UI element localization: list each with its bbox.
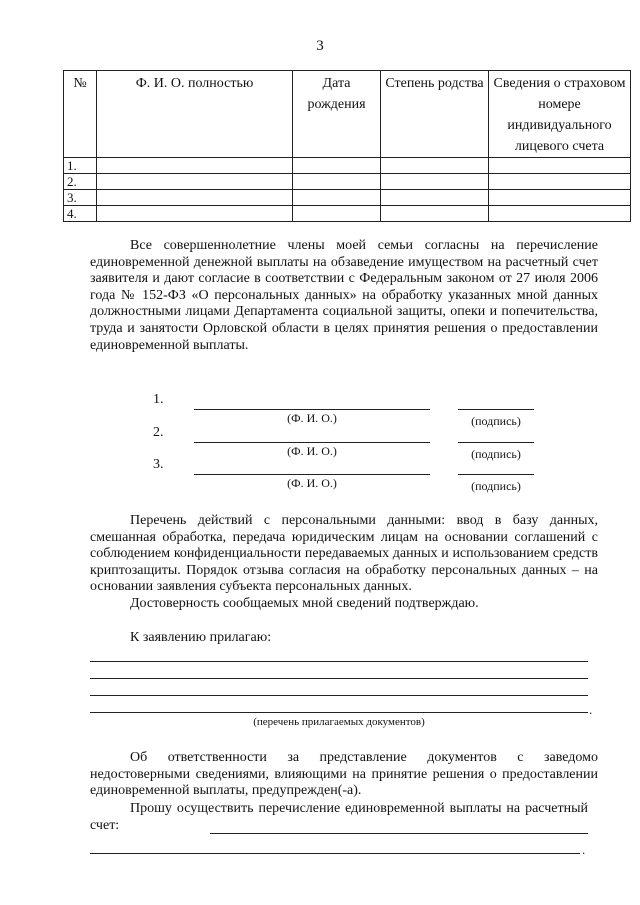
- signature-line[interactable]: [458, 474, 534, 475]
- relationship-cell[interactable]: [381, 158, 489, 174]
- table-row: [64, 206, 631, 222]
- responsibility-paragraph: Об ответственности за представление документов с заведомо недостоверными сведениями, влияющими на принятие решения о предоставлении единовременной выплаты, предупрежден(-а).: [90, 750, 598, 799]
- header-relationship: Степень родства: [381, 71, 489, 158]
- signature-caption: (подпись): [471, 447, 521, 461]
- signature-row-3: [0, 457, 640, 497]
- page-number: 3: [316, 38, 324, 54]
- signature-number: 3.: [153, 457, 164, 472]
- fio-cell[interactable]: [97, 190, 293, 206]
- birth-date-cell[interactable]: [293, 190, 381, 206]
- relationship-cell[interactable]: [381, 190, 489, 206]
- attachments-label: К заявлению прилагаю:: [130, 630, 272, 645]
- birth-date-cell[interactable]: [293, 158, 381, 174]
- fio-line[interactable]: [194, 474, 430, 475]
- signature-number: 1.: [153, 392, 164, 407]
- insurance-cell[interactable]: [489, 174, 631, 190]
- row-number: 1.: [64, 158, 97, 174]
- signature-caption: (подпись): [471, 414, 521, 428]
- table-row: [64, 174, 631, 190]
- consent-paragraph: Все совершеннолетние члены моей семьи согласны на перечисление единовременной денежной выплаты на обзаведение имуществом на расчетный счет заявителя и дают согласие в соответствии с Федеральным законом от 27 июля 2006 года № 152-ФЗ «О персональных данных» на обработку указанных мной данных должностными лицами Департамента социальной защиты, опеки и попечительства, труда и занятости Орловской области в целях принятия решения о предоставлении единовременной выплаты.: [90, 238, 598, 353]
- fio-cell[interactable]: [97, 206, 293, 222]
- account-end-dot: .: [582, 842, 586, 857]
- fio-line[interactable]: [194, 409, 430, 410]
- row-number: 4.: [64, 206, 97, 222]
- table-row: [64, 190, 631, 206]
- account-request: [90, 800, 598, 860]
- attachment-line-2[interactable]: [90, 678, 588, 679]
- attachment-line-3[interactable]: [90, 695, 588, 696]
- row-number: 2.: [64, 174, 97, 190]
- fio-caption: (Ф. И. О.): [287, 411, 337, 425]
- fio-caption: (Ф. И. О.): [287, 476, 337, 490]
- signature-caption: (подпись): [471, 479, 521, 493]
- request-text: Прошу осуществить перечисление единовременной выплаты на расчетный счет:: [90, 801, 588, 833]
- header-number: №: [64, 71, 97, 158]
- header-full-name: Ф. И. О. полностью: [97, 71, 293, 158]
- insurance-cell[interactable]: [489, 158, 631, 174]
- header-birth-date: Дата рождения: [293, 71, 381, 158]
- birth-date-cell[interactable]: [293, 174, 381, 190]
- insurance-cell[interactable]: [489, 206, 631, 222]
- reliability-statement: Достоверность сообщаемых мной сведений подтверждаю.: [130, 596, 479, 611]
- insurance-cell[interactable]: [489, 190, 631, 206]
- table-header-row: [64, 71, 631, 158]
- fio-cell[interactable]: [97, 174, 293, 190]
- account-line-2[interactable]: [90, 853, 580, 854]
- row-number: 3.: [64, 190, 97, 206]
- attachment-line-1[interactable]: [90, 661, 588, 662]
- relationship-cell[interactable]: [381, 174, 489, 190]
- account-line-1[interactable]: [210, 833, 588, 834]
- family-members-table: [63, 70, 631, 222]
- attachment-line-4[interactable]: [90, 712, 588, 713]
- header-insurance-number: Сведения о страховом номере индивидуального лицевого счета: [489, 71, 631, 158]
- signature-line[interactable]: [458, 442, 534, 443]
- actions-paragraph: Перечень действий с персональными данными: ввод в базу данных, смешанная обработка, передача юридическим лицам на основании соглашений с соблюдением конфиденциальности передаваемых данных и использованием средств криптозащиты. Порядок отзыва согласия на обработку персональных данных – на основании заявления субъекта персональных данных.: [90, 513, 598, 595]
- fio-caption: (Ф. И. О.): [287, 444, 337, 458]
- signature-line[interactable]: [458, 409, 534, 410]
- relationship-cell[interactable]: [381, 206, 489, 222]
- table-row: [64, 158, 631, 174]
- fio-cell[interactable]: [97, 158, 293, 174]
- signature-number: 2.: [153, 425, 164, 440]
- attachments-end-dot: .: [589, 702, 593, 717]
- birth-date-cell[interactable]: [293, 206, 381, 222]
- attachments-caption: (перечень прилагаемых документов): [253, 716, 425, 728]
- fio-line[interactable]: [194, 442, 430, 443]
